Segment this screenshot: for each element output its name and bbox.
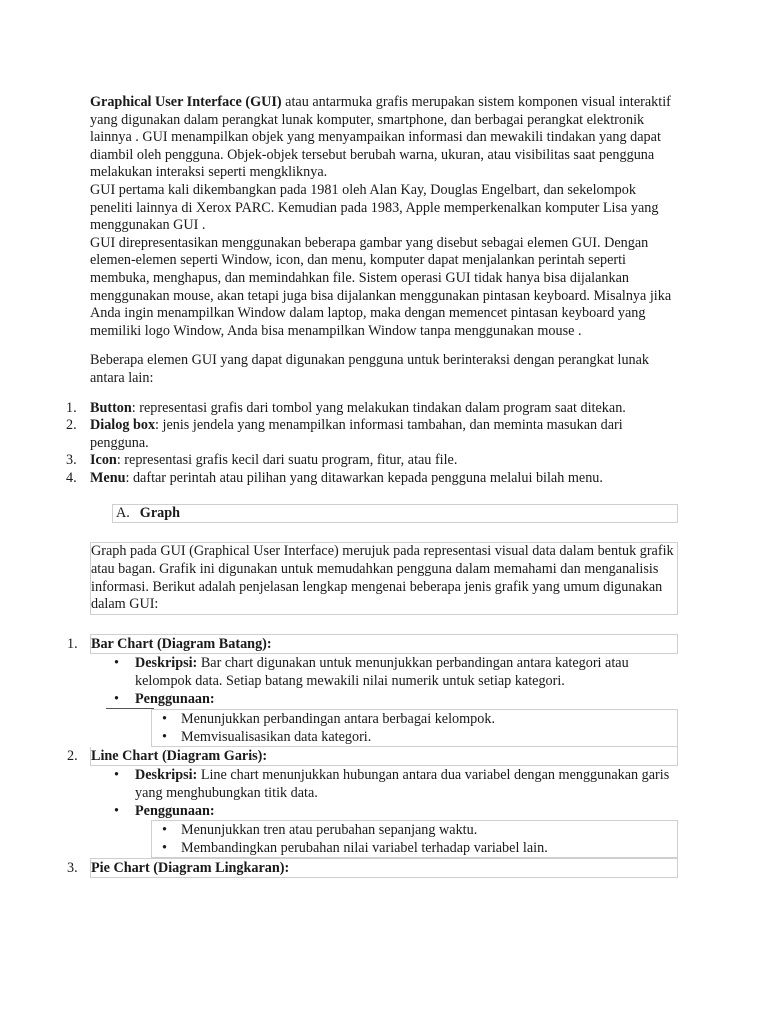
usage-label: Penggunaan:	[135, 690, 215, 707]
usage-item	[151, 820, 678, 839]
gui-term: Graphical User Interface (GUI)	[90, 94, 282, 110]
list-number: 2.	[67, 747, 78, 764]
bullet-icon: •	[162, 710, 167, 727]
desc-label: Deskripsi:	[135, 766, 198, 783]
list-number: 4.	[66, 469, 77, 486]
desc-text: Line chart menunjukkan hubungan antara dua variabel dengan menggunakan garis yang menghubungkan titik data.	[135, 766, 670, 801]
list-number: 2.	[66, 417, 77, 434]
intro-paragraph-1	[90, 94, 678, 182]
section-title: Graph	[139, 505, 181, 522]
usage-text: Memvisualisasikan data kategori.	[181, 728, 372, 745]
list-term: Menu	[90, 469, 126, 486]
usage-text: Menunjukkan perbandingan antara berbagai kelompok.	[181, 710, 495, 727]
graph-intro-box	[90, 542, 678, 614]
usage-item	[151, 728, 678, 747]
list-item	[66, 469, 678, 488]
chart-title: Line Chart (Diagram Garis):	[91, 747, 268, 764]
bullet-usage	[106, 802, 678, 820]
chart-title: Bar Chart (Diagram Batang):	[91, 635, 272, 652]
list-item	[66, 399, 678, 418]
bullet-icon: •	[162, 821, 167, 838]
usage-text: Menunjukkan tren atau perubahan sepanjang waktu.	[181, 821, 478, 838]
chart-types-list	[67, 634, 678, 878]
chart-item-pie	[67, 858, 678, 878]
bullet-usage	[106, 690, 678, 708]
bullet-icon: •	[114, 802, 119, 819]
document-page	[66, 94, 678, 878]
section-a-heading	[112, 504, 678, 523]
intro-paragraph-1-text: atau antarmuka grafis merupakan sistem komponen visual interaktif yang digunakan dalam perangkat lunak komputer, smartphone, dan berbagai perangkat elektronik lainnya . GUI menampilkan objek yang menyampaikan informasi dan mewakili tindakan yang dapat diambil oleh pengguna. Objek-objek tersebut berubah warna, ukuran, atau visibilitas saat pengguna melakukan interaksi seperti mengkliknya.	[90, 94, 671, 181]
bullet-description	[106, 654, 678, 690]
graph-intro-text: Graph pada GUI (Graphical User Interface) merujuk pada representasi visual data dalam bentuk grafik atau bagan. Grafik ini digunakan untuk memudahkan pengguna dalam memahami dan menganalisis informasi. Berikut adalah penjelasan lengkap mengenai beberapa jenis grafik yang umum digunakan dalam GUI:	[91, 543, 674, 613]
desc-label: Deskripsi:	[135, 654, 198, 671]
list-number: 3.	[67, 859, 78, 876]
bullet-icon: •	[114, 690, 119, 707]
chart-item-line	[67, 747, 678, 766]
usage-text: Membandingkan perubahan nilai variabel terhadap variabel lain.	[181, 839, 548, 856]
intro-paragraph-4: Beberapa elemen GUI yang dapat digunakan pengguna untuk berinteraksi dengan perangkat lunak antara lain:	[90, 352, 650, 386]
intro-paragraph-3: GUI direpresentasikan menggunakan beberapa gambar yang disebut sebagai elemen GUI. Dengan elemen-elemen seperti Window, icon, dan menu, komputer dapat menjalankan perintah seperti membuka, menghapus, dan memindahkan file. Sistem operasi GUI tidak hanya bisa dijalankan menggunakan mouse, akan tetapi juga bisa dijalankan menggunakan pintasan keyboard. Misalnya jika Anda ingin menampilkan Window dalam laptop, maka dengan memencet pintasan keyboard yang memiliki logo Window, Anda bisa menampilkan Window tanpa menggunakan mouse .	[90, 234, 672, 339]
bullet-icon: •	[162, 839, 167, 856]
list-desc: : representasi grafis dari tombol yang melakukan tindakan dalam program saat ditekan.	[131, 399, 626, 416]
list-desc: : jenis jendela yang menampilkan informasi tambahan, dan meminta masukan dari pengguna.	[90, 417, 623, 451]
list-term: Dialog box	[90, 417, 156, 434]
desc-text: Bar chart digunakan untuk menunjukkan perbandingan antara kategori atau kelompok data. Setiap batang mewakili nilai numerik untuk setiap kategori.	[135, 654, 629, 689]
usage-item	[151, 839, 678, 858]
list-term: Button	[90, 399, 132, 416]
bullet-icon: •	[114, 766, 119, 783]
list-term: Icon	[90, 452, 117, 469]
bullet-description	[106, 766, 678, 802]
list-item	[66, 452, 678, 470]
list-number: 1.	[67, 635, 78, 652]
gui-elements-list	[66, 399, 678, 488]
intro-paragraph-2: GUI pertama kali dikembangkan pada 1981 oleh Alan Kay, Douglas Engelbart, dan sekelompok peneliti lainnya di Xerox PARC. Kemudian pada 1983, Apple memperkenalkan komputer Lisa yang menggunakan GUI .	[90, 181, 659, 234]
bullet-icon: •	[114, 654, 119, 671]
list-number: 3.	[66, 452, 77, 469]
usage-label: Penggunaan:	[135, 802, 215, 819]
section-letter: A.	[116, 505, 130, 522]
list-desc: : representasi grafis kecil dari suatu program, fitur, atau file.	[116, 452, 458, 469]
chart-item-bar	[67, 635, 678, 654]
list-number: 1.	[66, 399, 77, 416]
usage-item	[151, 709, 678, 728]
list-desc: : daftar perintah atau pilihan yang ditawarkan kepada pengguna melalui bilah menu.	[125, 469, 603, 486]
chart-title: Pie Chart (Diagram Lingkaran):	[91, 859, 290, 876]
bullet-icon: •	[162, 728, 167, 745]
list-item	[66, 417, 678, 452]
